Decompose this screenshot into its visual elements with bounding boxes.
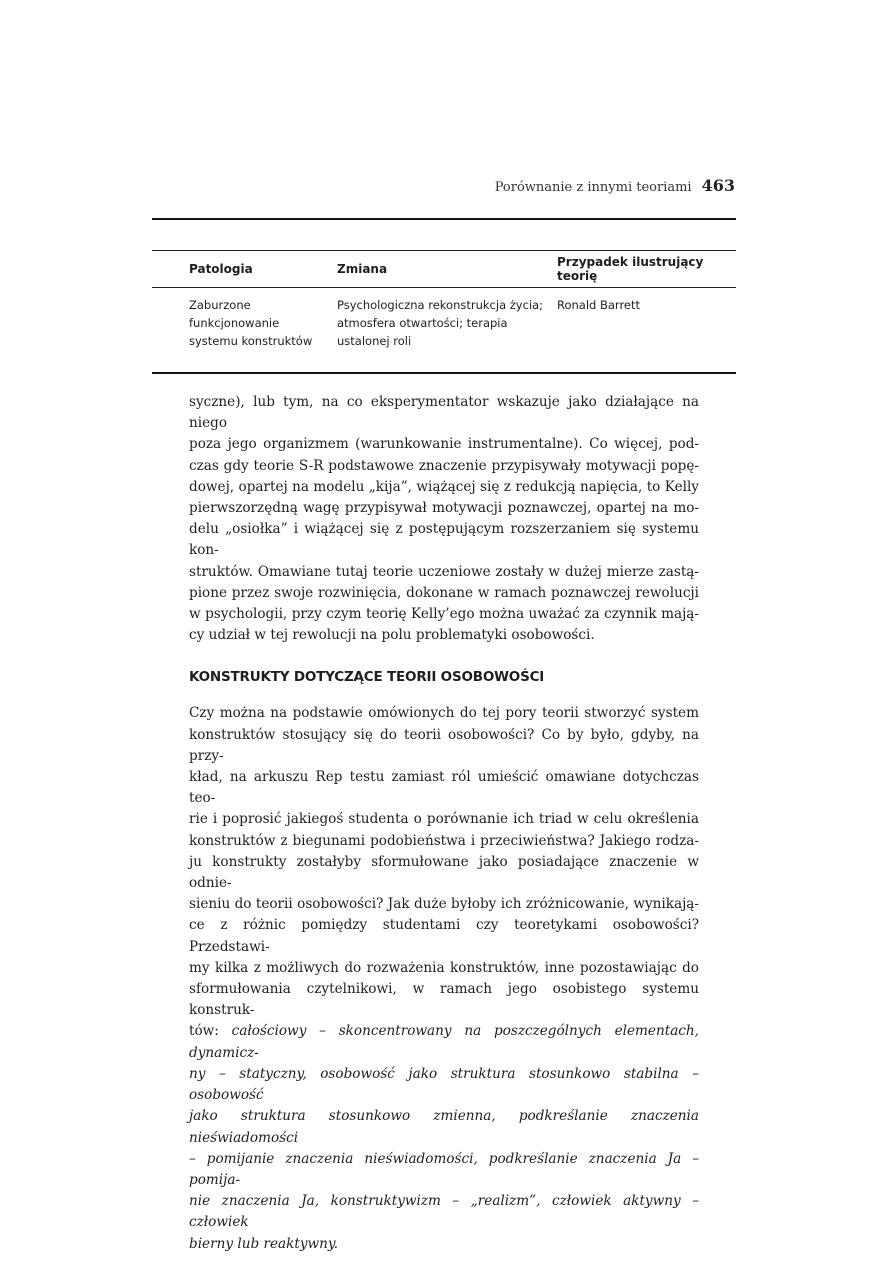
italic-text: całościowy – skoncentrowany na poszczególnych elementach, dynamicz-: [189, 1023, 699, 1061]
cell-line: atmosfera otwartości; terapia: [337, 316, 508, 330]
text-line: sieniu do teorii osobowości? Jak duże byłoby ich zróżnicowanie, wynikają-: [189, 896, 699, 913]
cell-line: systemu konstruktów: [189, 334, 313, 348]
text-line: ny – statyczny, osobowość jako struktura stosunkowo stabilna – osobowość: [189, 1065, 699, 1104]
text-line: dowej, opartej na modelu „kija”, wiążącej się z redukcją napięcia, to Kelly: [189, 478, 699, 495]
cell-patologia: [152, 288, 337, 351]
text-line: bierny lub reaktywny.: [189, 1235, 339, 1252]
text-line: [189, 1021, 699, 1063]
text-line: ju konstrukty zostałyby sformułowane jako posiadające znaczenie w odnie-: [189, 853, 699, 892]
text-line: konstruktów stosujący się do teorii osobowości? Co by było, gdyby, na przy-: [189, 726, 699, 764]
body-text: [189, 392, 699, 1255]
cell-line: funkcjonowanie: [189, 316, 280, 330]
running-title: Porównanie z innymi teoriami: [494, 180, 692, 195]
cell-line: Ronald Barrett: [557, 298, 641, 312]
paragraph-1: [189, 392, 699, 646]
table-header-row: [152, 251, 736, 288]
column-header-patologia: Patologia: [152, 251, 337, 288]
section-heading: KONSTRUKTY DOTYCZĄCE TEORII OSOBOWOŚCI: [189, 669, 545, 686]
text-line: ce z różnic pomiędzy studentami czy teoretykami osobowości? Przedstawi-: [189, 917, 699, 955]
text-line: sformułowania czytelnikowi, w ramach jego osobistego systemu konstruk-: [189, 981, 699, 1019]
cell-zmiana: [337, 288, 557, 351]
paragraph-2: [189, 703, 699, 1254]
text-line: konstruktów z biegunami podobieństwa i przeciwieństwa? Jakiego rodza-: [189, 832, 699, 849]
text-line: struktów. Omawiane tutaj teorie uczeniowe zostały w dużej mierze zastą-: [189, 563, 699, 580]
text-line: czas gdy teorie S-R podstawowe znaczenie przypisywały motywacji popę-: [189, 457, 699, 474]
cell-line: Psychologiczna rekonstrukcja życia;: [337, 298, 544, 312]
text-line: syczne), lub tym, na co eksperymentator wskazuje jako działające na niego: [189, 394, 699, 432]
text-line: kład, na arkuszu Rep testu zamiast ról umieścić omawiane dotychczas teo-: [189, 769, 699, 807]
text-line: cy udział w tej rewolucji na polu problematyki osobowości.: [189, 627, 595, 644]
text-line: jako struktura stosunkowo zmienna, podkreślanie znaczenia nieświadomości: [189, 1108, 699, 1146]
table-top-rule: [152, 218, 736, 220]
cell-line: ustalonej roli: [337, 334, 412, 348]
theory-comparison-table: [152, 250, 736, 350]
text-line: Czy można na podstawie omówionych do tej pory teorii stworzyć system: [189, 705, 699, 722]
text-line: poza jego organizmem (warunkowanie instrumentalne). Co więcej, pod-: [189, 436, 699, 453]
page-header: [495, 176, 735, 195]
table-bottom-rule: [152, 372, 736, 374]
text-line: nie znaczenia Ja, konstruktywizm – „realizm”, człowiek aktywny – człowiek: [189, 1193, 699, 1231]
text-line: – pomijanie znaczenia nieświadomości, podkreślanie znaczenia Ja – pomija-: [189, 1150, 699, 1188]
text-line: pierwszorzędną wagę przypisywał motywacji poznawczej, opartej na mo-: [189, 500, 699, 517]
text-line: pione przez swoje rozwinięcia, dokonane w ramach poznawczej rewolucji: [189, 584, 699, 601]
cell-line: Zaburzone: [189, 298, 251, 312]
column-header-zmiana: Zmiana: [337, 251, 557, 288]
column-header-przypadek: Przypadek ilustrujący teorię: [557, 251, 736, 288]
text-line: w psychologii, przy czym teorię Kelly’ego można uważać za czynnik mają-: [189, 606, 699, 623]
table-row: [152, 288, 736, 351]
page-number: 463: [701, 176, 735, 195]
text-line: delu „osiołka” i wiążącej się z postępującym rozszerzaniem się systemu kon-: [189, 521, 699, 559]
cell-przypadek: [557, 288, 736, 351]
text-line: rie i poprosić jakiegoś studenta o porównanie ich triad w celu określenia: [189, 811, 699, 828]
text-line: my kilka z możliwych do rozważenia konstruktów, inne pozostawiając do: [189, 959, 699, 976]
text-fragment: tów:: [189, 1023, 232, 1040]
